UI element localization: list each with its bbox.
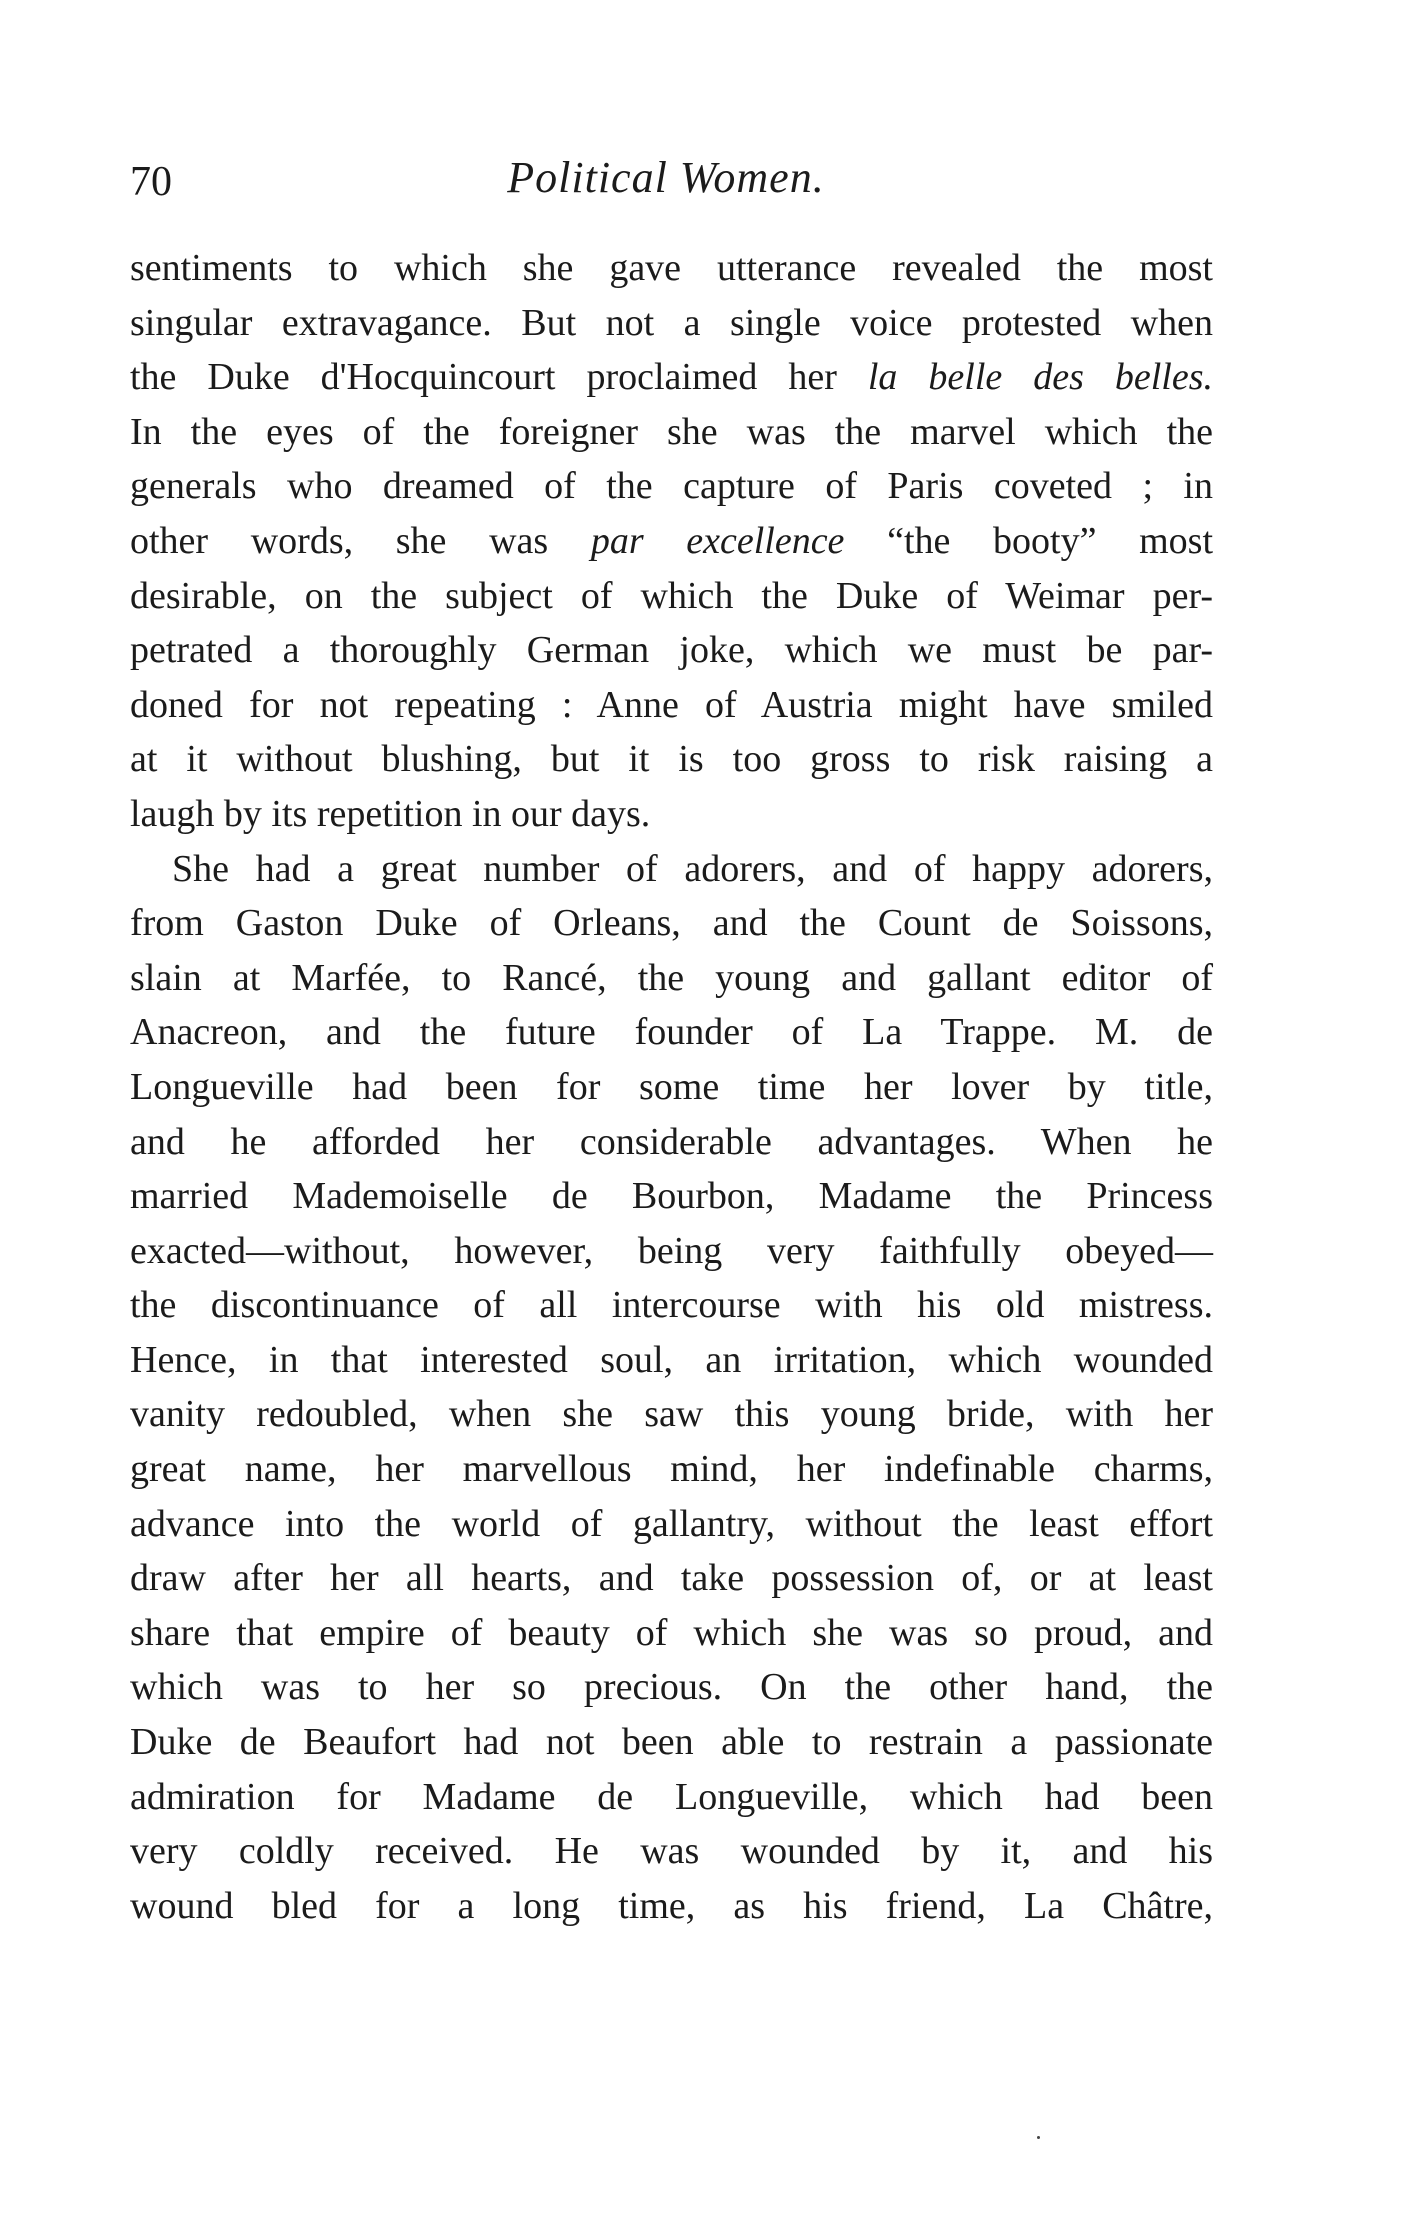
text-line: [130, 896, 1213, 951]
text-segment: generals who dreamed of the capture of Paris coveted ; in: [130, 465, 1213, 508]
text-line: [130, 1224, 1213, 1279]
italic-text: par excellence: [590, 519, 845, 562]
text-line: [130, 1715, 1213, 1770]
text-line: [130, 842, 1213, 897]
text-segment: very coldly received. He was wounded by it, and his: [130, 1830, 1213, 1873]
text-line: [130, 1005, 1213, 1060]
text-line: [130, 1387, 1213, 1442]
text-line: [130, 1879, 1213, 1934]
text-line: [130, 459, 1213, 514]
text-line: [130, 569, 1213, 624]
text-segment: singular extravagance. But not a single voice protested when: [130, 301, 1213, 344]
text-segment: Duke de Beaufort had not been able to restrain a passionate: [130, 1721, 1213, 1764]
text-segment: admiration for Madame de Longueville, which had been: [130, 1775, 1213, 1818]
text-segment: She had a great number of adorers, and of happy adorers,: [172, 847, 1213, 890]
text-segment: other words, she was: [130, 519, 591, 562]
text-line: [130, 296, 1213, 351]
text-segment: the Duke d'Hocquincourt proclaimed her: [130, 356, 868, 399]
text-line: [130, 1770, 1213, 1825]
text-line: [130, 1551, 1213, 1606]
text-segment: great name, her marvellous mind, her indefinable charms,: [130, 1448, 1213, 1491]
text-segment: exacted—without, however, being very faithfully obeyed—: [130, 1229, 1213, 1272]
page-body-text: [130, 241, 1213, 1933]
page-number: 70: [130, 159, 172, 205]
text-segment: from Gaston Duke of Orleans, and the Count de Soissons,: [130, 902, 1213, 945]
text-line: [130, 678, 1213, 733]
text-line: [130, 241, 1213, 296]
text-line: [130, 951, 1213, 1006]
text-line: [130, 1442, 1213, 1497]
text-line: [130, 514, 1213, 569]
text-segment: Hence, in that interested soul, an irritation, which wounded: [130, 1338, 1213, 1381]
text-line: [130, 1115, 1213, 1170]
text-segment: which was to her so precious. On the other hand, the: [130, 1666, 1213, 1709]
text-segment: advance into the world of gallantry, without the least effort: [130, 1502, 1213, 1545]
text-segment: laugh by its repetition in our days.: [130, 792, 651, 835]
text-line: [130, 1824, 1213, 1879]
text-segment: share that empire of beauty of which she was so proud, and: [130, 1611, 1213, 1654]
text-line: [130, 1060, 1213, 1115]
text-line: [130, 1497, 1213, 1552]
text-line: [130, 1278, 1213, 1333]
text-line: [130, 350, 1213, 405]
text-line: [130, 1333, 1213, 1388]
text-line: [130, 405, 1213, 460]
text-segment: Anacreon, and the future founder of La Trappe. M. de: [130, 1011, 1213, 1054]
ink-speck: [1037, 2136, 1040, 2139]
italic-text: la belle des belles.: [867, 356, 1213, 399]
text-segment: sentiments to which she gave utterance revealed the most: [130, 247, 1213, 289]
text-segment: and he afforded her considerable advantages. When he: [130, 1120, 1213, 1163]
text-line: [130, 1606, 1213, 1661]
text-line: [130, 1660, 1213, 1715]
text-segment: doned for not repeating : Anne of Austria might have smiled: [130, 683, 1213, 726]
text-line: [130, 1169, 1213, 1224]
text-segment: draw after her all hearts, and take possession of, or at least: [130, 1557, 1213, 1600]
text-segment: desirable, on the subject of which the Duke of Weimar per-: [130, 574, 1213, 617]
text-line: [130, 787, 1213, 842]
text-segment: the discontinuance of all intercourse with his old mistress.: [130, 1284, 1213, 1327]
text-segment: slain at Marfée, to Rancé, the young and gallant editor of: [130, 956, 1213, 999]
text-segment: In the eyes of the foreigner she was the marvel which the: [130, 410, 1213, 453]
text-segment: “the booty” most: [844, 519, 1213, 562]
text-line: [130, 623, 1213, 678]
text-segment: married Mademoiselle de Bourbon, Madame the Princess: [130, 1175, 1213, 1218]
text-segment: wound bled for a long time, as his friend, La Châtre,: [130, 1884, 1213, 1927]
text-segment: petrated a thoroughly German joke, which we must be par-: [130, 629, 1213, 672]
text-segment: at it without blushing, but it is too gross to risk raising a: [130, 738, 1213, 781]
text-segment: Longueville had been for some time her lover by title,: [130, 1065, 1213, 1108]
text-line: [130, 732, 1213, 787]
running-title: Political Women.: [507, 153, 825, 202]
text-segment: vanity redoubled, when she saw this young bride, with her: [130, 1393, 1213, 1436]
